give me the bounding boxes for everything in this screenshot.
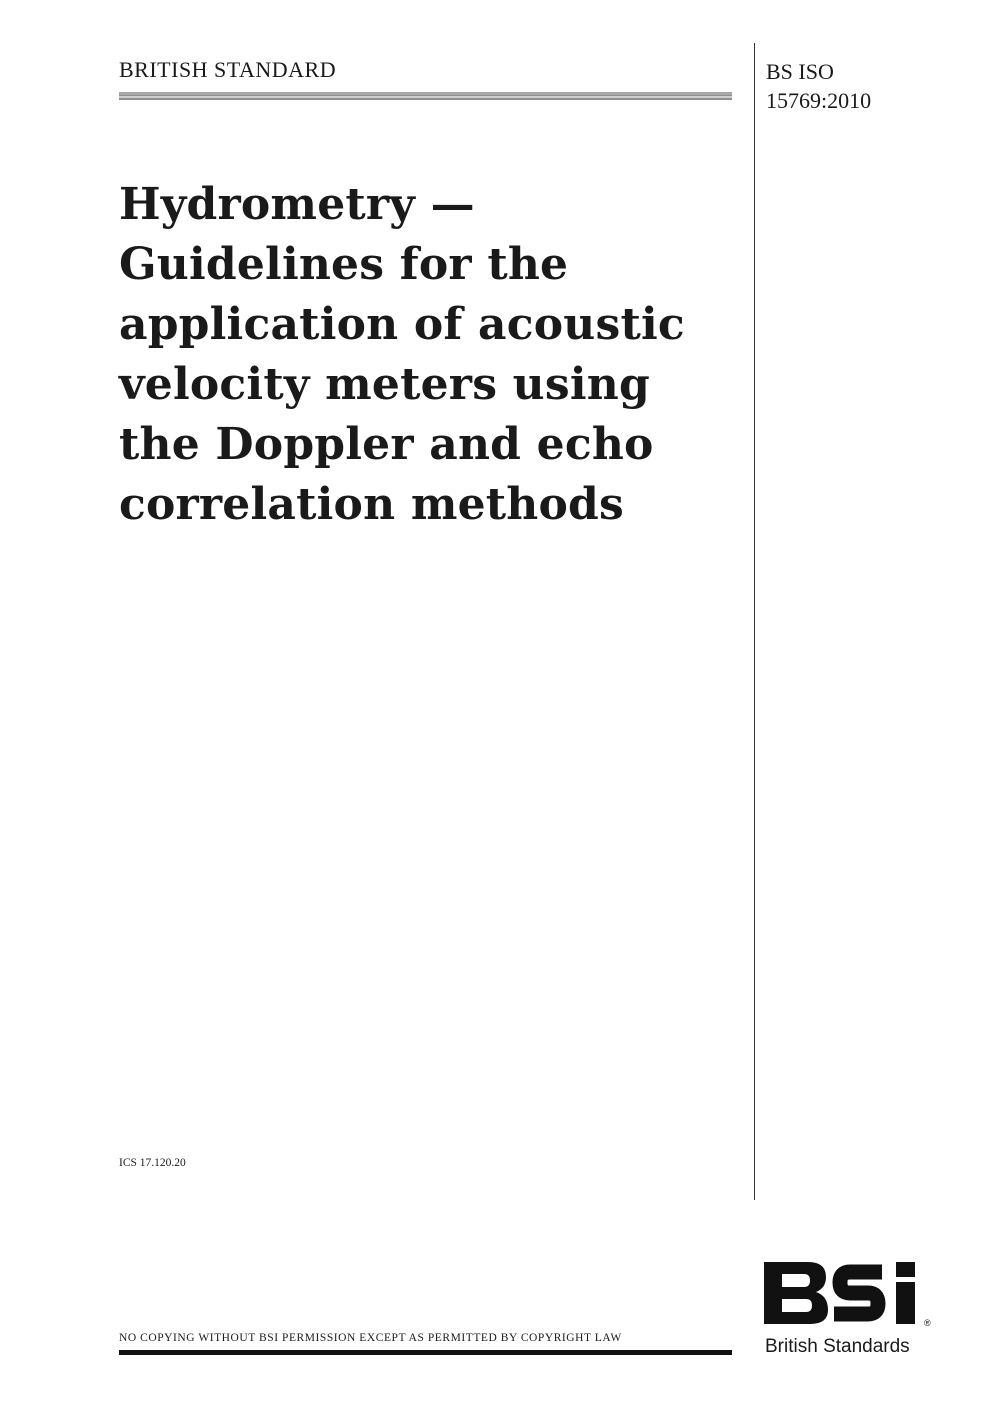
column-divider bbox=[754, 43, 755, 1200]
title-line: application of acoustic bbox=[119, 299, 685, 350]
title-line: Guidelines for the bbox=[119, 239, 569, 290]
ics-classification: ICS 17.120.20 bbox=[119, 1157, 186, 1169]
title-line: velocity meters using bbox=[119, 359, 650, 410]
document-title bbox=[119, 175, 739, 535]
bsi-wordmark-icon bbox=[764, 1258, 936, 1328]
footer-divider bbox=[119, 1350, 732, 1355]
title-line: correlation methods bbox=[119, 479, 624, 530]
header-divider bbox=[119, 92, 732, 100]
title-line: Hydrometry — bbox=[119, 179, 475, 230]
standard-number bbox=[766, 57, 871, 115]
registered-mark: ® bbox=[924, 1318, 931, 1328]
series-label: BRITISH STANDARD bbox=[119, 57, 337, 82]
standard-number-prefix: BS ISO bbox=[766, 59, 834, 84]
publisher-name: British Standards bbox=[765, 1336, 910, 1357]
standard-number-code: 15769:2010 bbox=[766, 88, 872, 113]
title-line: the Doppler and echo bbox=[119, 419, 654, 470]
copyright-notice: NO COPYING WITHOUT BSI PERMISSION EXCEPT AS PERMITTED BY COPYRIGHT LAW bbox=[119, 1332, 622, 1344]
